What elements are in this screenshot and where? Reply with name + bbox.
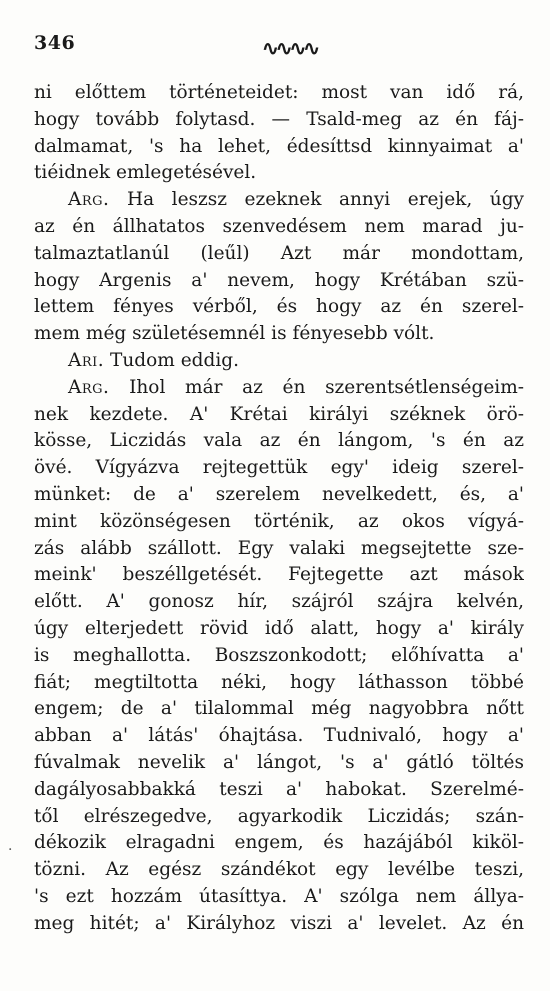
text-line: münket: de a' szerelem nevelkedett, és, a'	[34, 483, 524, 505]
text-line: meg hitét; a' Királyhoz viszi a' levelet. Az én	[34, 912, 524, 934]
text-line: dékozik elragadni engem, és hazájából kiköl-	[34, 832, 524, 854]
speaker-label: Arg.	[68, 189, 110, 211]
text-line: mem még születésemnél is fényesebb vólt.	[34, 323, 435, 345]
text-line: tiéidnek emlegetésével.	[34, 162, 257, 184]
text-line: övé. Vígyázva rejtegettük egy' ideig szerel-	[34, 457, 524, 479]
text-line: Ari. Tudom eddig.	[68, 349, 239, 371]
text-line: dalmamat, 's ha lehet, édesíttsd kinnyaimat a'	[34, 135, 524, 157]
text-line: talmaztatlanúl (leűl) Azt már mondottam,	[34, 242, 524, 264]
text-line: úgy elterjedett rövid idő alatt, hogy a' király	[34, 617, 524, 639]
text-line: engem; de a' tilalommal még nagyobbra nőtt	[34, 698, 524, 720]
text-line: zás alább szállott. Egy valaki megsejtette sze-	[34, 537, 524, 559]
text-line: től elrészegedve, agyarkodik Liczidás; szán-	[34, 805, 524, 827]
page-number: 346	[34, 32, 76, 54]
text-line: Arg. Ha leszsz ezeknek annyi erejek, úgy	[68, 189, 524, 211]
text-line: dagályosabbakká teszi a' habokat. Szerelmé-	[34, 778, 524, 800]
text-line: tözni. Az egész szándékot egy levélbe teszi,	[34, 859, 524, 881]
margin-mark: ·	[8, 842, 13, 858]
speaker-label: Ari.	[68, 349, 105, 371]
text-line: hogy tovább folytasd. — Tsald-meg az én fáj-	[34, 108, 524, 130]
text-line: abban a' látás' óhajtása. Tudnivaló, hogy a'	[34, 725, 524, 747]
text-line: 's ezt hozzám útasíttya. A' szólga nem állya-	[34, 885, 524, 907]
text-line: kösse, Liczidás vala az én lángom, 's én az	[34, 430, 524, 452]
page-header	[30, 32, 530, 62]
text-line: az én állhatatos szenvedésem nem marad ju-	[34, 215, 524, 237]
text-line: előtt. A' gonosz hír, szájról szájra kelvén,	[34, 591, 524, 613]
text-line: ni előttem történeteidet: most van idő rá,	[34, 82, 524, 103]
header-ornament: ∿∿∿∿	[262, 36, 318, 60]
text-line: is meghallotta. Boszszonkodott; előhívatta a'	[34, 644, 524, 666]
text-line: mint közönségesen történik, az okos vígyá-	[34, 510, 524, 532]
text-line: fúvalmak nevelik a' lángot, 's a' gátló töltés	[34, 751, 524, 773]
text-line: lettem fényes vérből, és hogy az én szerel-	[34, 296, 524, 318]
text-line: meink' beszéllgetését. Fejtegette azt mások	[34, 564, 524, 586]
body-text	[34, 80, 524, 938]
text-line: Arg. Ihol már az én szerentsétlenségeim-	[68, 376, 524, 398]
text-line: nek kezdete. A' Krétai királyi széknek örö-	[34, 403, 524, 425]
text-line: hogy Argenis a' nevem, hogy Krétában szü-	[34, 269, 524, 291]
speaker-label: Arg.	[68, 376, 110, 398]
text-line: fiát; megtiltotta néki, hogy láthasson többé	[34, 671, 524, 693]
